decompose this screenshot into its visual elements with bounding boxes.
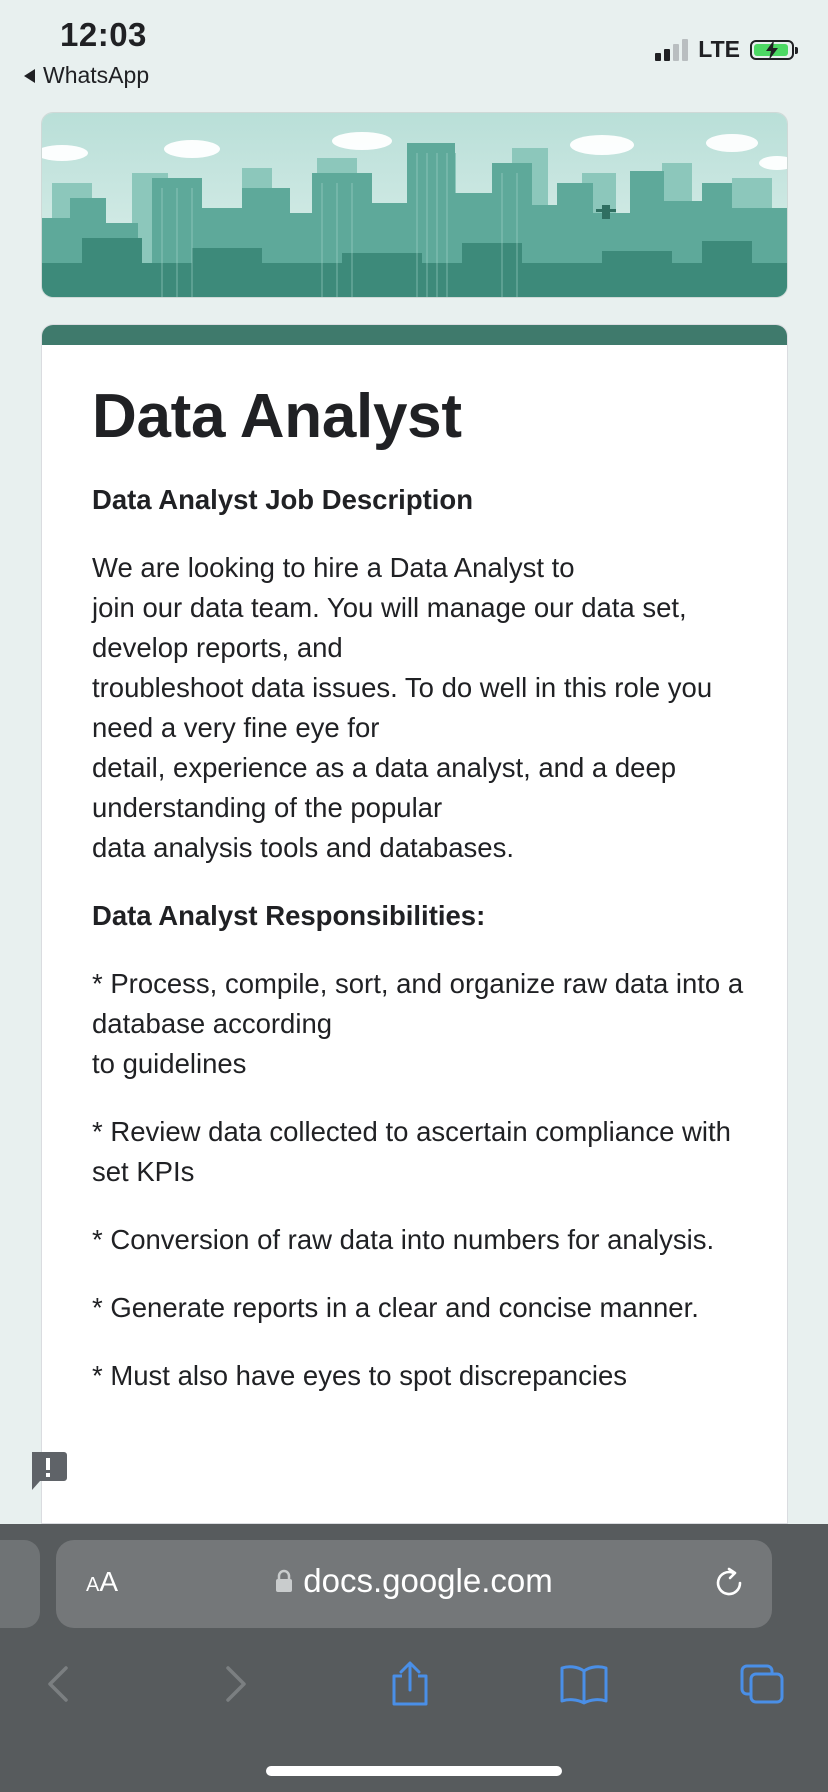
url-text: docs.google.com (303, 1562, 553, 1599)
description-paragraph: * Must also have eyes to spot discrepancies (92, 1360, 628, 1392)
form-title: Data Analyst (92, 382, 462, 451)
url-display[interactable] (56, 1562, 772, 1600)
status-bar (0, 0, 828, 100)
network-type: LTE (698, 36, 740, 62)
description-paragraph: * Process, compile, sort, and organize raw data into a database according to guidelines (92, 968, 744, 1080)
forward-arrow-icon (222, 1664, 250, 1704)
home-indicator[interactable] (266, 1766, 562, 1776)
bookmarks-button[interactable] (554, 1654, 614, 1714)
description-paragraph: * Generate reports in a clear and concise manner. (92, 1292, 699, 1324)
status-indicators (655, 36, 794, 63)
form-description (92, 480, 772, 1396)
previous-tab-peek[interactable] (0, 1540, 40, 1628)
card-accent-bar (42, 325, 787, 345)
reader-aa-button[interactable]: AA (86, 1566, 119, 1597)
lock-icon (275, 1569, 293, 1593)
book-icon (559, 1663, 609, 1705)
cellular-signal-icon (655, 39, 688, 61)
back-app-label: WhatsApp (43, 62, 150, 88)
report-feedback-icon[interactable] (28, 1450, 68, 1492)
battery-charging-icon (750, 40, 794, 60)
back-to-app-button[interactable] (24, 62, 149, 89)
forward-button[interactable] (206, 1654, 266, 1714)
city-skyline-illustration (42, 113, 788, 298)
form-title-card (41, 324, 788, 1524)
back-button[interactable] (28, 1654, 88, 1714)
form-header-banner (41, 112, 788, 298)
toolbar-buttons (0, 1654, 828, 1714)
address-bar[interactable] (56, 1540, 772, 1628)
description-paragraph: * Conversion of raw data into numbers for analysis. (92, 1224, 715, 1256)
form-header-content (92, 380, 772, 1424)
description-paragraph: * Review data collected to ascertain compliance with set KPIs (92, 1116, 731, 1188)
tabs-icon (738, 1662, 786, 1706)
tabs-button[interactable] (732, 1654, 792, 1714)
section-heading: Data Analyst Job Description (92, 484, 474, 516)
status-time: 12:03 (60, 16, 147, 53)
share-icon (388, 1660, 432, 1708)
section-heading: Data Analyst Responsibilities: (92, 900, 486, 932)
back-triangle-icon (24, 69, 35, 83)
reload-icon[interactable] (712, 1566, 746, 1600)
browser-toolbar (0, 1524, 828, 1792)
description-paragraph: We are looking to hire a Data Analyst to join our data team. You will manage our data set, develop reports, and troubleshoot data issues. To do well in this role you need a very fine eye for detail, experience as a data analyst, and a deep understanding of the popular data analysis tools and databases. (92, 552, 713, 864)
back-arrow-icon (44, 1664, 72, 1704)
share-button[interactable] (380, 1654, 440, 1714)
